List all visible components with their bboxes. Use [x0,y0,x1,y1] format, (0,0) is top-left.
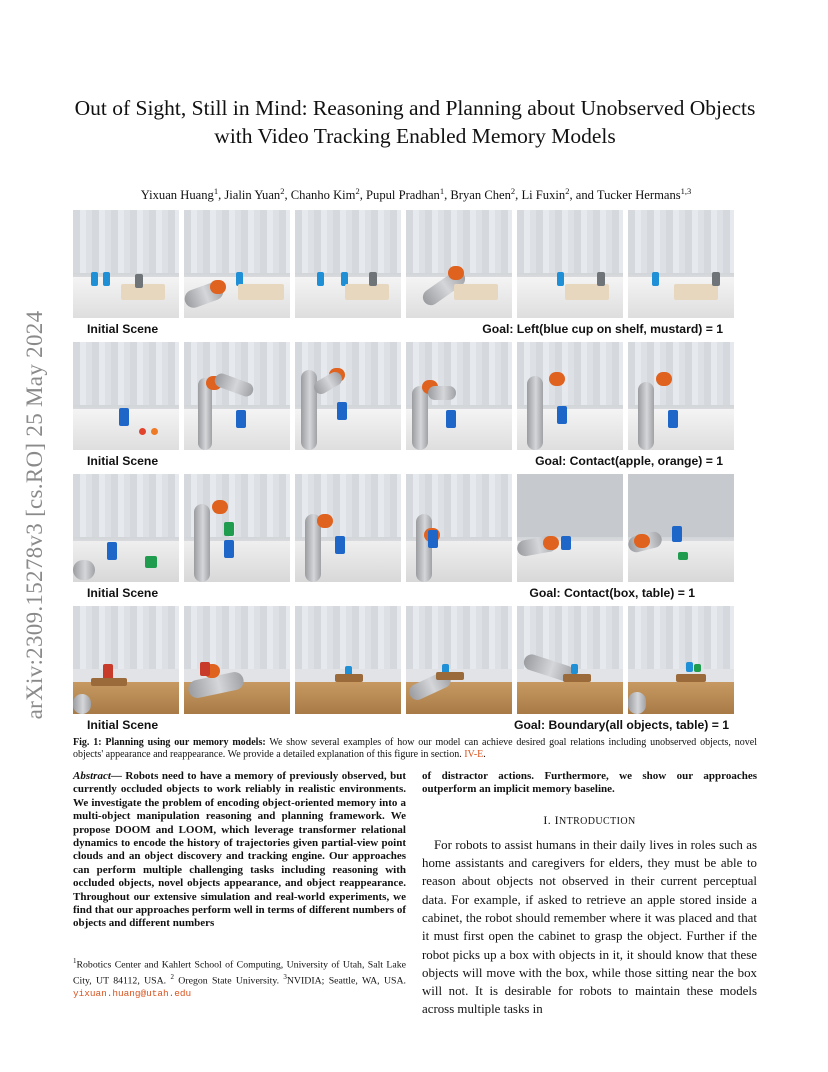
arxiv-stamp [18,270,52,760]
abstract-text: Robots need to have a memory of previously observed, but currently occluded objects to work reliably in realistic environments. We investigate the problem of encoding object-oriented memory into a multi-object manipulation reasoning and planning framework. We propose DOOM and LOOM, which leverage transformer relational dynamics to encode the history of trajectories given partial-view point clouds and an object discovery and tracking engine. Our approaches can perform multiple challenging tasks including reasoning with occluded objects, novel objects appearance, and object reappearance. Throughout our extensive simulation and real-world experiments, we find that our approaches perform well in terms of different numbers of objects and different numbers [73,770,406,930]
abstract-heading: Abstract [73,770,111,782]
initial-scene-label: Initial Scene [87,322,159,336]
photo-frame [628,606,734,714]
photo-frame [295,606,401,714]
photo-frame [517,606,623,714]
abstract-continuation: of distractor actions. Furthermore, we show our approaches outperform an implicit memory baseline. [422,770,757,796]
figure-1 [73,210,733,738]
abstract: Abstract— Robots need to have a memory of previously observed, but currently occluded objects to work reliably in realistic environments. We investigate the problem of encoding object-oriented memory into a multi-object manipulation reasoning and planning framework. We propose DOOM and LOOM, which leverage transformer relational dynamics to encode the history of trajectories given partial-view point clouds and an object discovery and tracking engine. Our approaches can perform multiple challenging tasks including reasoning with occluded objects, novel objects appearance, and object reappearance. Throughout our extensive simulation and real-world experiments, we find that our approaches perform well in terms of different numbers of objects and different numbers [73,770,406,930]
photo-frame [73,606,179,714]
goal-label: Goal: Contact(box, table) = 1 [529,586,695,600]
photo-frame [295,342,401,450]
initial-scene-label: Initial Scene [87,718,159,732]
arxiv-identifier: arXiv:2309.15278v3 [cs.RO] 25 May 2024 [22,310,47,720]
caption-text: We show several examples of how our model can achieve desired goal relations including unobserved objects, novel objects' appearance and reappearance. We provide a detailed explanation of this figure in section. [73,737,757,761]
right-column [422,770,757,1019]
section-reference-link[interactable]: IV-E [464,749,484,761]
author: Yixuan Huang$^1$ [140,186,219,203]
section-heading: I. INTRODUCTION [543,812,636,827]
initial-scene-label: Initial Scene [87,586,159,600]
author: Bryan Chen$^2$ [450,186,516,203]
photo-frame [73,342,179,450]
goal-label: Goal: Boundary(all objects, table) = 1 [513,718,729,732]
left-column [73,770,406,931]
photo-frame [406,606,512,714]
photo-frame [184,342,290,450]
photo-frame [184,606,290,714]
author: Chanho Kim$^2$ [290,186,360,203]
introduction-paragraph: For robots to assist humans in their daily lives in roles such as home assistants and caregivers for elders, they must be able to reason about objects not observed in their current perceptual data. For example, if asked to retrieve an apple stored inside a cabinet, the robot should remember where it was placed and that it must first open the cabinet to grasp the object. Further if the robot picks up a box with objects in it, it should know that these objects will move with the box, while those sitting near the box will not. It is desirable for robots to maintain these models across multiple tasks in [422,837,757,1017]
photo-frame [628,342,734,450]
photo-frame [184,210,290,318]
goal-label: Goal: Contact(apple, orange) = 1 [535,454,723,468]
author-email-link[interactable]: yixuan.huang@utah.edu [73,987,192,999]
author: Li Fuxin$^2$ [521,186,570,203]
photo-frame [184,474,290,582]
caption-label: Fig. 1: Planning using our memory models: [73,737,266,748]
photo-frame [406,342,512,450]
photo-frame [628,474,734,582]
photo-frame [406,474,512,582]
photo-frame [295,474,401,582]
initial-scene-label: Initial Scene [87,454,159,468]
photo-frame [517,210,623,318]
goal-label: Goal: Left(blue cup on shelf, mustard) = 1 [482,322,723,336]
paper-title: Out of Sight, Still in Mind: Reasoning and Planning about Unobserved Objects with Video Tracking Enabled Memory Models [74,96,756,148]
author: Jialin Yuan$^2$ [224,186,285,203]
photo-frame [73,210,179,318]
figure-row-4 [73,606,733,738]
author: Tucker Hermans$^{1,3}$ [596,186,692,203]
figure-row-3 [73,474,733,606]
author-list: Yixuan Huang$^1$, Jialin Yuan$^2$, Chanho Kim$^2$, Pupul Pradhan$^1$, Bryan Chen$^2$, Li Fuxin$^2$, and Tucker Hermans$^{1,3}$ [140,186,692,203]
photo-frame [517,342,623,450]
author: Pupul Pradhan$^1$ [366,186,445,203]
photo-frame [73,474,179,582]
photo-frame [517,474,623,582]
affiliation-footnote: $^1$Robotics Center and Kahlert School of Computing, University of Utah, Salt Lake City, UT 84112, USA. $^2$ Oregon State University. $^3$NVIDIA; Seattle, WA, USA. yixuan.huang@utah.edu [73,957,406,999]
photo-frame [406,210,512,318]
photo-frame [295,210,401,318]
figure-row-2 [73,342,733,474]
photo-frame [628,210,734,318]
figure-caption: Fig. 1: Planning using our memory models: We show several examples of how our model can achieve desired goal relations including unobserved objects, novel objects' appearance and reappearance. We provide a detailed explanation of this figure in section. IV-E. [73,737,757,761]
figure-row-1 [73,210,733,342]
